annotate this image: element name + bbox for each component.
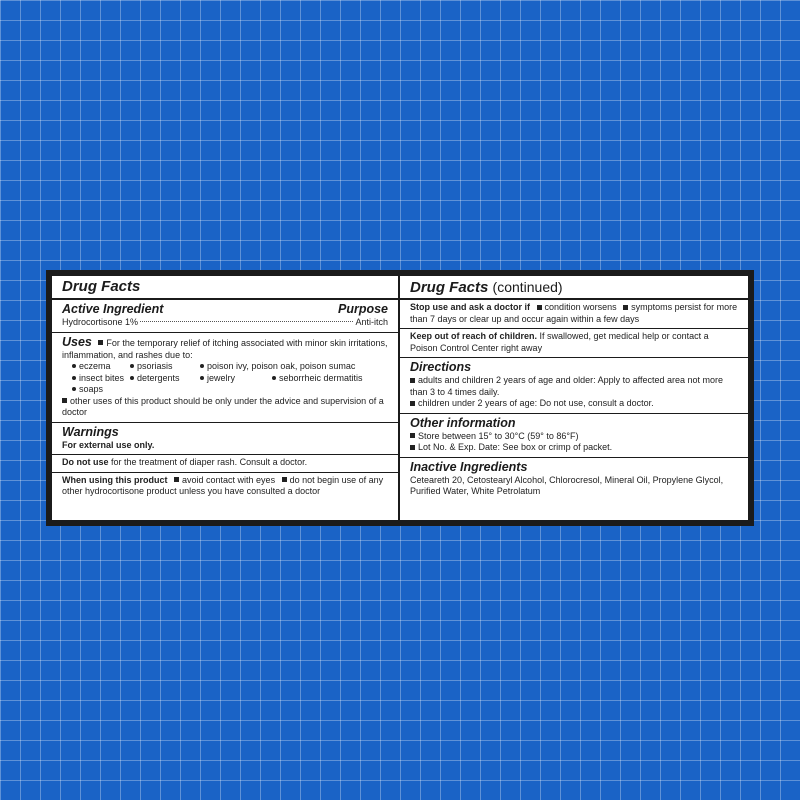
list-item-text: Store between 15° to 30°C (59° to 86°F) bbox=[418, 430, 579, 441]
drug-facts-title: Drug Facts bbox=[52, 276, 398, 300]
stop-use-item: condition worsens bbox=[544, 302, 617, 312]
square-bullet-icon bbox=[62, 398, 67, 403]
left-column bbox=[52, 276, 400, 520]
dot-leader bbox=[140, 321, 353, 322]
purpose-heading: Purpose bbox=[337, 302, 388, 316]
uses-intro-text: For the temporary relief of itching associated with minor skin irritations, inflammation, and rashes due to: bbox=[62, 337, 388, 360]
active-ingredient-purpose: Anti-itch bbox=[355, 317, 388, 327]
list-item bbox=[410, 398, 738, 410]
directions-heading: Directions bbox=[410, 360, 472, 374]
list-item-text: Lot No. & Exp. Date: See box or crimp of packet. bbox=[418, 442, 613, 452]
list-item bbox=[200, 361, 392, 373]
stop-use-item: symptoms persist for more than 7 days or clear up and occur again within a few days bbox=[410, 302, 738, 324]
round-bullet-icon bbox=[130, 364, 134, 368]
list-item bbox=[72, 384, 130, 396]
list-item-text: soaps bbox=[79, 384, 104, 394]
square-bullet-icon bbox=[537, 305, 542, 310]
other-information-heading: Other information bbox=[410, 415, 516, 430]
active-heading-row bbox=[62, 302, 388, 317]
uses-other bbox=[62, 396, 388, 419]
round-bullet-icon bbox=[200, 376, 204, 380]
list-item bbox=[130, 361, 200, 373]
inactive-ingredients-section bbox=[400, 458, 748, 501]
warnings-heading: Warnings bbox=[62, 424, 119, 439]
directions-section bbox=[400, 358, 748, 414]
list-item-text: children under 2 years of age: Do not use, consult a doctor. bbox=[418, 398, 654, 408]
list-item-text: detergents bbox=[137, 372, 180, 383]
list-item-text: jewelry bbox=[207, 372, 236, 383]
inactive-ingredients-heading: Inactive Ingredients bbox=[410, 459, 528, 474]
list-item-text: insect bites bbox=[79, 372, 125, 383]
uses-intro bbox=[62, 335, 388, 362]
do-not-use-label: Do not use bbox=[62, 457, 109, 467]
square-bullet-icon bbox=[410, 433, 415, 438]
list-item bbox=[200, 373, 272, 385]
when-using-item: avoid contact with eyes bbox=[182, 474, 276, 485]
list-item-text: seborrheic dermatitis bbox=[279, 372, 363, 383]
round-bullet-icon bbox=[72, 376, 76, 380]
square-bullet-icon bbox=[98, 340, 103, 345]
list-item bbox=[272, 373, 392, 385]
list-item-text: adults and children 2 years of age and older: Apply to affected area not more than 3 to 4 times daily. bbox=[410, 375, 724, 397]
list-item-text: psoriasis bbox=[137, 361, 173, 371]
round-bullet-icon bbox=[72, 387, 76, 391]
drug-facts-label bbox=[46, 270, 754, 526]
square-bullet-icon bbox=[174, 477, 179, 482]
list-item-text: eczema bbox=[79, 361, 111, 371]
drug-facts-continued-title bbox=[400, 276, 748, 300]
keep-out-section bbox=[400, 329, 748, 358]
stop-use-label: Stop use and ask a doctor if bbox=[410, 302, 531, 312]
when-using-section bbox=[52, 473, 398, 501]
square-bullet-icon bbox=[410, 401, 415, 406]
when-using-item: do not begin use of any other hydrocortisone product unless you have consulted a doctor bbox=[62, 474, 384, 496]
keep-out-label: Keep out of reach of children. bbox=[410, 331, 538, 341]
uses-heading: Uses bbox=[62, 334, 92, 349]
square-bullet-icon bbox=[410, 378, 415, 383]
uses-other-text: other uses of this product should be only under the advice and supervision of a doctor bbox=[62, 395, 384, 417]
list-item bbox=[72, 373, 130, 385]
do-not-use-text: for the treatment of diaper rash. Consult a doctor. bbox=[111, 457, 308, 467]
active-ingredient-name: Hydrocortisone 1% bbox=[62, 317, 139, 327]
external-use-text: For external use only. bbox=[62, 439, 155, 450]
inactive-ingredients-text: Ceteareth 20, Cetostearyl Alcohol, Chlorocresol, Mineral Oil, Propylene Glycol, Purified Water, White Petrolatum bbox=[410, 474, 724, 496]
round-bullet-icon bbox=[130, 376, 134, 380]
right-column bbox=[400, 276, 748, 520]
square-bullet-icon bbox=[282, 477, 287, 482]
list-item bbox=[72, 361, 130, 373]
warnings-header-section bbox=[52, 423, 398, 456]
round-bullet-icon bbox=[272, 376, 276, 380]
keep-out-text: If swallowed, get medical help or contact a Poison Control Center right away bbox=[410, 331, 709, 353]
active-ingredient-section bbox=[52, 300, 398, 333]
list-item-text: poison ivy, poison oak, poison sumac bbox=[207, 361, 356, 371]
round-bullet-icon bbox=[200, 364, 204, 368]
continued-label: (continued) bbox=[492, 279, 563, 295]
list-item bbox=[410, 375, 738, 398]
uses-section bbox=[52, 333, 398, 423]
other-information-section bbox=[400, 414, 748, 458]
square-bullet-icon bbox=[623, 305, 628, 310]
list-item bbox=[130, 373, 200, 385]
active-ingredient-heading: Active Ingredient bbox=[62, 302, 164, 316]
round-bullet-icon bbox=[72, 364, 76, 368]
square-bullet-icon bbox=[410, 445, 415, 450]
list-item bbox=[410, 431, 738, 443]
active-ingredient-row bbox=[62, 317, 388, 329]
drug-facts-panel bbox=[52, 276, 748, 520]
when-using-label: When using this product bbox=[62, 474, 168, 485]
list-item bbox=[410, 442, 738, 454]
uses-list bbox=[62, 361, 388, 396]
stop-use-section bbox=[400, 300, 748, 329]
drug-facts-title-text: Drug Facts bbox=[410, 279, 489, 296]
do-not-use-section bbox=[52, 455, 398, 473]
